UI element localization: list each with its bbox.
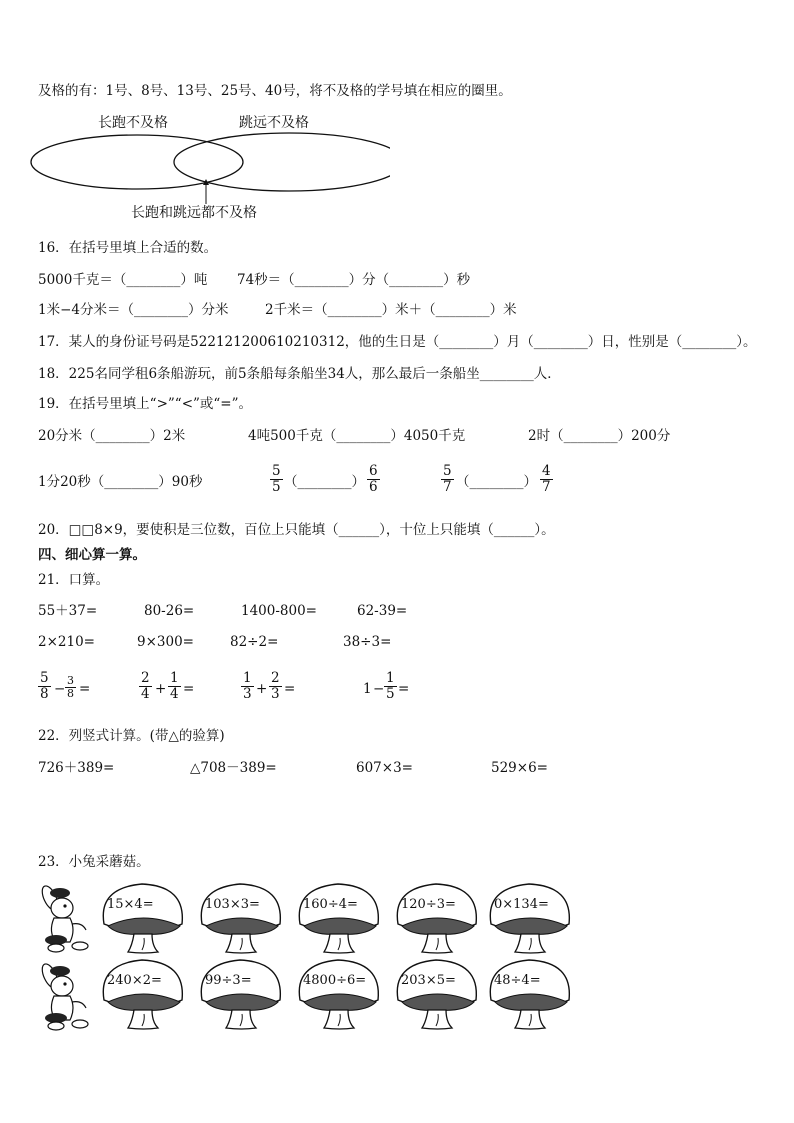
mushroom-expr: 160÷4= [303,897,358,912]
equals: = [79,681,91,697]
q21-expr: 80-26= [144,603,195,619]
q18-text: 18．225名同学租6条船游玩，前5条船每条船坐34人，那么最后一条船坐________人． [38,366,561,382]
q22-item: 529×6= [491,760,548,776]
q22-title: 22．列竖式计算。(带△的验算) [38,728,225,744]
equals: = [398,681,410,697]
mushroom-expr: 120÷3= [401,897,456,912]
fraction-denominator: 5 [272,479,281,495]
fraction-denominator: 8 [67,687,74,700]
q16-item-kilometer: 2千米＝（________）米＋（________）米 [265,302,517,318]
fraction-numerator: 2 [271,670,280,686]
venn-left-label: 长跑不及格 [98,115,168,131]
q19-fraction [367,464,380,495]
q16-item-tons: 5000千克＝（________）吨 [38,272,208,288]
fraction [139,671,152,702]
mushroom-icon [392,880,482,956]
operator: − [373,681,385,697]
q19-blank: （________） [284,474,365,490]
mushroom-expr: 103×3= [205,897,260,912]
venn-left-ellipse [31,135,243,189]
fraction-numerator: 1 [170,670,179,686]
q21-expr: 82÷2= [230,634,279,650]
fraction-numerator: 5 [443,463,452,479]
fraction-denominator: 5 [386,686,395,702]
q16-item-seconds: 74秒＝（________）分（________）秒 [237,272,471,288]
q19-compare-1: 20分米（________）2米 [38,428,186,444]
q21-expr: 9×300= [137,634,194,650]
q19-blank: （________） [456,474,537,490]
equals: = [183,681,195,697]
q16-title: 16．在括号里填上合适的数。 [38,240,218,256]
q19-title: 19．在括号里填上“>”“<”或“=”。 [38,396,253,412]
fraction-numerator: 6 [369,463,378,479]
q19-fraction [540,464,553,495]
mushroom-expr: 48÷4= [494,973,541,988]
mushroom-icon [196,880,286,956]
fraction [65,675,76,700]
rabbit-icon [36,962,98,1032]
mushroom-icon [196,956,286,1032]
fraction-denominator: 8 [40,686,49,702]
fraction-numerator: 4 [542,463,551,479]
mushroom-expr: 15×4= [107,897,154,912]
mushroom-expr: 4800÷6= [303,973,367,988]
operator: + [256,681,268,697]
fraction [384,671,397,702]
mushroom-icon [392,956,482,1032]
fraction [241,671,254,702]
q16-item-decimeter: 1米−4分米＝（________）分米 [38,302,229,318]
q19-compare-2: 4吨500千克（________）4050千克 [248,428,466,444]
q22-item: △708－389= [190,760,277,776]
equals: = [284,681,296,697]
fraction [168,671,181,702]
fraction-denominator: 4 [170,686,179,702]
fraction-numerator: 1 [386,670,395,686]
venn-bottom-label: 长跑和跳远都不及格 [131,205,257,221]
fraction-denominator: 6 [369,479,378,495]
fraction [269,671,282,702]
q22-item: 607×3= [356,760,413,776]
fraction-denominator: 7 [542,479,551,495]
mushroom-icon [294,880,384,956]
q17-text: 17．某人的身份证号码是522121200610210312，他的生日是（________）月（________）日，性别是（________）。 [38,334,757,350]
fraction-numerator: 5 [272,463,281,479]
venn-right-label: 跳远不及格 [239,115,309,131]
q20-text: 20．□□8×9，要使积是三位数，百位上只能填（______），十位上只能填（______）。 [38,522,555,538]
mushroom-icon [485,880,575,956]
q21-expr: 55＋37= [38,603,98,619]
fraction-denominator: 3 [243,686,252,702]
q21-expr: 38÷3= [343,634,392,650]
fraction-numerator: 3 [67,674,74,687]
q21-expr: 2×210= [38,634,95,650]
rabbit-icon [36,884,98,954]
q19-compare-4: 1分20秒（________）90秒 [38,474,203,490]
mushroom-expr: 203×5= [401,973,456,988]
intro-line: 及格的有：1号、8号、13号、25号、40号，将不及格的学号填在相应的圈里。 [38,83,512,99]
section-heading: 四、细心算一算。 [38,547,146,563]
q21-expr: 1400-800= [241,603,317,619]
fraction [38,671,51,702]
fraction-numerator: 1 [243,670,252,686]
q19-fraction [270,464,283,495]
q21-title: 21．口算。 [38,572,110,588]
mushroom-icon [98,880,188,956]
operator: − [54,681,66,697]
mushroom-expr: 99÷3= [205,973,252,988]
q22-item: 726＋389= [38,760,115,776]
operator: + [155,681,167,697]
q19-fraction [441,464,454,495]
fraction-denominator: 7 [443,479,452,495]
fraction-numerator: 5 [40,670,49,686]
fraction-numerator: 2 [141,670,150,686]
fraction-denominator: 4 [141,686,150,702]
whole-number: 1 [363,681,372,697]
q19-compare-3: 2时（________）200分 [528,428,671,444]
mushroom-expr: 0×134= [494,897,549,912]
q21-expr: 62-39= [357,603,408,619]
mushroom-icon [485,956,575,1032]
mushroom-icon [98,956,188,1032]
mushroom-icon [294,956,384,1032]
fraction-denominator: 3 [271,686,280,702]
q23-title: 23．小兔采蘑菇。 [38,854,150,870]
mushroom-expr: 240×2= [107,973,162,988]
